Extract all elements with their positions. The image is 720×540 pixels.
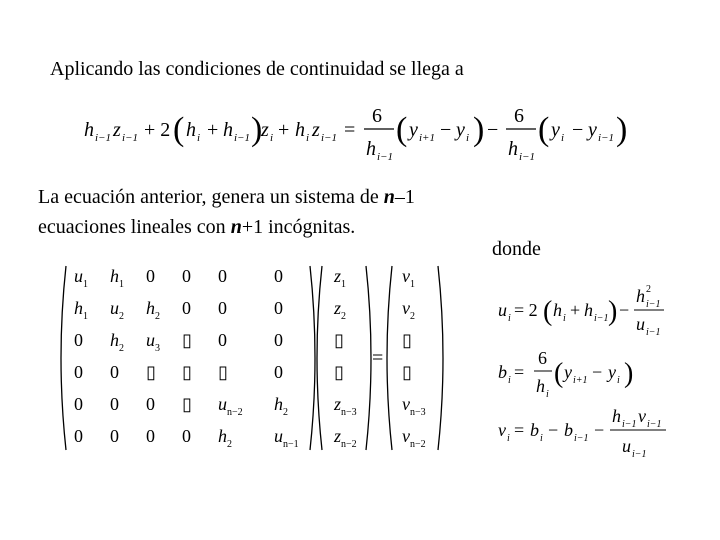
svg-text:i: i bbox=[270, 132, 274, 144]
intro-text: Aplicando las condiciones de continuidad se llega a bbox=[50, 58, 464, 80]
description-text: ecuaciones lineales con bbox=[38, 216, 231, 238]
v-vector-cell: $v_1$ bbox=[402, 266, 415, 290]
svg-text:z: z bbox=[113, 119, 121, 141]
z-vector-cell: ▯ bbox=[334, 362, 344, 382]
z-vector-cell: $z_2$ bbox=[334, 298, 347, 322]
matrix-cell: $h_2$ bbox=[146, 298, 160, 322]
matrix-cell: ▯ bbox=[182, 362, 192, 382]
svg-text:i: i bbox=[507, 433, 510, 444]
v-vector-cell: $v_{n-3}$ bbox=[402, 394, 426, 418]
svg-text:h: h bbox=[508, 138, 518, 160]
description-text: –1 bbox=[394, 186, 415, 208]
svg-text:v: v bbox=[638, 406, 646, 426]
z-vector-cell: $z_{n-2}$ bbox=[334, 426, 357, 450]
svg-text:h: h bbox=[536, 376, 545, 396]
svg-text:i−1: i−1 bbox=[377, 151, 393, 163]
svg-text:(: ( bbox=[173, 111, 185, 148]
matrix-cell: 0 bbox=[274, 266, 283, 286]
n-variable: n bbox=[230, 216, 242, 238]
svg-text:i: i bbox=[561, 132, 565, 144]
svg-text:): ) bbox=[251, 111, 263, 148]
svg-text:= 2: = 2 bbox=[514, 300, 538, 320]
matrix-cell: 0 bbox=[74, 426, 83, 446]
svg-text:6: 6 bbox=[514, 105, 524, 127]
svg-text:i−1: i−1 bbox=[647, 419, 662, 430]
matrix-cell: $h_2$ bbox=[274, 394, 288, 418]
description-line-2 bbox=[38, 216, 355, 239]
matrix-cell: 0 bbox=[182, 266, 191, 286]
matrix-cell: 0 bbox=[110, 394, 119, 414]
matrix-system bbox=[52, 258, 492, 458]
svg-text:+: + bbox=[570, 300, 581, 320]
matrix-cell: 0 bbox=[218, 330, 227, 350]
svg-text:(: ( bbox=[554, 358, 564, 389]
continuity-equation bbox=[82, 100, 642, 170]
svg-text:y: y bbox=[564, 362, 572, 382]
svg-text:−: − bbox=[619, 300, 630, 320]
svg-text:y: y bbox=[551, 119, 560, 141]
svg-text:i: i bbox=[540, 433, 543, 444]
svg-text:i−1: i−1 bbox=[574, 433, 589, 444]
svg-text:(: ( bbox=[538, 111, 550, 148]
svg-text:i+1: i+1 bbox=[573, 375, 588, 386]
description-text: +1 incógnitas. bbox=[241, 216, 356, 238]
svg-text:y: y bbox=[608, 362, 616, 382]
matrix-cell: $h_1$ bbox=[74, 298, 88, 322]
svg-text:i−1: i−1 bbox=[234, 132, 250, 144]
svg-text:z: z bbox=[261, 119, 269, 141]
matrix-cell: $u_3$ bbox=[146, 330, 160, 354]
matrix-cell: $u_2$ bbox=[110, 298, 124, 322]
matrix-cell: $u_{n-1}$ bbox=[274, 426, 299, 450]
svg-text:i−1: i−1 bbox=[622, 419, 637, 430]
svg-text:): ) bbox=[616, 111, 628, 148]
description-line-1 bbox=[38, 186, 415, 209]
svg-text:y: y bbox=[409, 119, 418, 141]
z-vector-cell: ▯ bbox=[334, 330, 344, 350]
svg-text:i−1: i−1 bbox=[95, 132, 111, 144]
svg-text:i−1: i−1 bbox=[646, 327, 661, 338]
matrix-cell: 0 bbox=[74, 394, 83, 414]
svg-text:i: i bbox=[508, 375, 511, 386]
svg-text:u: u bbox=[622, 436, 631, 456]
matrix-cell: $u_{n-2}$ bbox=[218, 394, 243, 418]
matrix-cell: ▯ bbox=[182, 330, 192, 350]
svg-text:b: b bbox=[564, 420, 573, 440]
svg-text:i−1: i−1 bbox=[122, 132, 138, 144]
matrix-cell: 0 bbox=[218, 266, 227, 286]
v-vector-cell: $v_2$ bbox=[402, 298, 415, 322]
svg-text:h: h bbox=[636, 286, 645, 306]
svg-text:−: − bbox=[592, 362, 603, 382]
svg-text:6: 6 bbox=[372, 105, 382, 127]
matrix-cell: 0 bbox=[146, 426, 155, 446]
svg-text:): ) bbox=[608, 296, 618, 327]
svg-text:−: − bbox=[572, 119, 584, 141]
v-vector-cell: $v_{n-2}$ bbox=[402, 426, 426, 450]
svg-text:(: ( bbox=[543, 296, 553, 327]
svg-text:i−1: i−1 bbox=[594, 313, 609, 324]
svg-text:i: i bbox=[466, 132, 470, 144]
z-vector-cell: $z_{n-3}$ bbox=[334, 394, 357, 418]
svg-text:z: z bbox=[312, 119, 320, 141]
matrix-cell: $u_1$ bbox=[74, 266, 88, 290]
svg-text:y: y bbox=[456, 119, 465, 141]
description-text: La ecuación anterior, genera un sistema de bbox=[38, 186, 384, 208]
svg-text:−: − bbox=[594, 420, 605, 440]
svg-text:h: h bbox=[295, 119, 305, 141]
svg-text:h: h bbox=[84, 119, 94, 141]
v-vector-cell: ▯ bbox=[402, 362, 412, 382]
svg-text:u: u bbox=[636, 314, 645, 334]
svg-text:v: v bbox=[498, 420, 506, 440]
svg-text:=: = bbox=[372, 347, 384, 369]
svg-text:i−1: i−1 bbox=[519, 151, 535, 163]
svg-text:=: = bbox=[514, 362, 525, 382]
z-vector-cell: $z_1$ bbox=[334, 266, 347, 290]
svg-text:y: y bbox=[588, 119, 597, 141]
matrix-cell: 0 bbox=[146, 266, 155, 286]
svg-text:h: h bbox=[553, 300, 562, 320]
svg-text:+: + bbox=[207, 119, 219, 141]
svg-text:−: − bbox=[487, 119, 499, 141]
svg-text:h: h bbox=[223, 119, 233, 141]
svg-text:−: − bbox=[440, 119, 452, 141]
svg-text:u: u bbox=[498, 300, 507, 320]
matrix-cell: ▯ bbox=[146, 362, 156, 382]
svg-text:(: ( bbox=[396, 111, 408, 148]
svg-text:b: b bbox=[498, 362, 507, 382]
definitions bbox=[496, 280, 696, 470]
matrix-cell: 0 bbox=[274, 298, 283, 318]
svg-text:i: i bbox=[306, 132, 310, 144]
svg-text:−: − bbox=[548, 420, 559, 440]
svg-text:=: = bbox=[344, 119, 356, 141]
svg-text:b: b bbox=[530, 420, 539, 440]
svg-text:=: = bbox=[514, 420, 525, 440]
matrix-cell: 0 bbox=[146, 394, 155, 414]
svg-text:h: h bbox=[584, 300, 593, 320]
svg-text:i: i bbox=[617, 375, 620, 386]
svg-text:+ 2: + 2 bbox=[144, 119, 171, 141]
svg-text:h: h bbox=[366, 138, 376, 160]
svg-text:i−1: i−1 bbox=[321, 132, 337, 144]
matrix-cell: 0 bbox=[274, 330, 283, 350]
svg-text:i: i bbox=[508, 313, 511, 324]
matrix-cell: ▯ bbox=[182, 394, 192, 414]
matrix-cell: 0 bbox=[110, 426, 119, 446]
svg-text:i−1: i−1 bbox=[632, 449, 647, 460]
matrix-cell: 0 bbox=[218, 298, 227, 318]
svg-text:6: 6 bbox=[538, 348, 547, 368]
matrix-cell: 0 bbox=[74, 330, 83, 350]
svg-text:i: i bbox=[563, 313, 566, 324]
svg-text:): ) bbox=[473, 111, 485, 148]
matrix-cell: $h_2$ bbox=[110, 330, 124, 354]
matrix-cell: 0 bbox=[182, 298, 191, 318]
svg-text:+: + bbox=[278, 119, 290, 141]
matrix-cell: 0 bbox=[182, 426, 191, 446]
svg-text:): ) bbox=[624, 358, 634, 389]
svg-text:i: i bbox=[197, 132, 201, 144]
matrix-cell: 0 bbox=[274, 362, 283, 382]
donde-label: donde bbox=[492, 238, 541, 260]
svg-text:i−1: i−1 bbox=[646, 299, 661, 310]
n-variable: n bbox=[383, 186, 395, 208]
svg-text:i+1: i+1 bbox=[419, 132, 435, 144]
matrix-cell: $h_1$ bbox=[110, 266, 124, 290]
svg-text:i−1: i−1 bbox=[598, 132, 614, 144]
svg-text:h: h bbox=[612, 406, 621, 426]
svg-text:2: 2 bbox=[646, 284, 651, 295]
matrix-cell: 0 bbox=[110, 362, 119, 382]
matrix-cell: ▯ bbox=[218, 362, 228, 382]
svg-text:h: h bbox=[186, 119, 196, 141]
svg-text:i: i bbox=[546, 389, 549, 400]
v-vector-cell: ▯ bbox=[402, 330, 412, 350]
matrix-cell: $h_2$ bbox=[218, 426, 232, 450]
matrix-cell: 0 bbox=[74, 362, 83, 382]
